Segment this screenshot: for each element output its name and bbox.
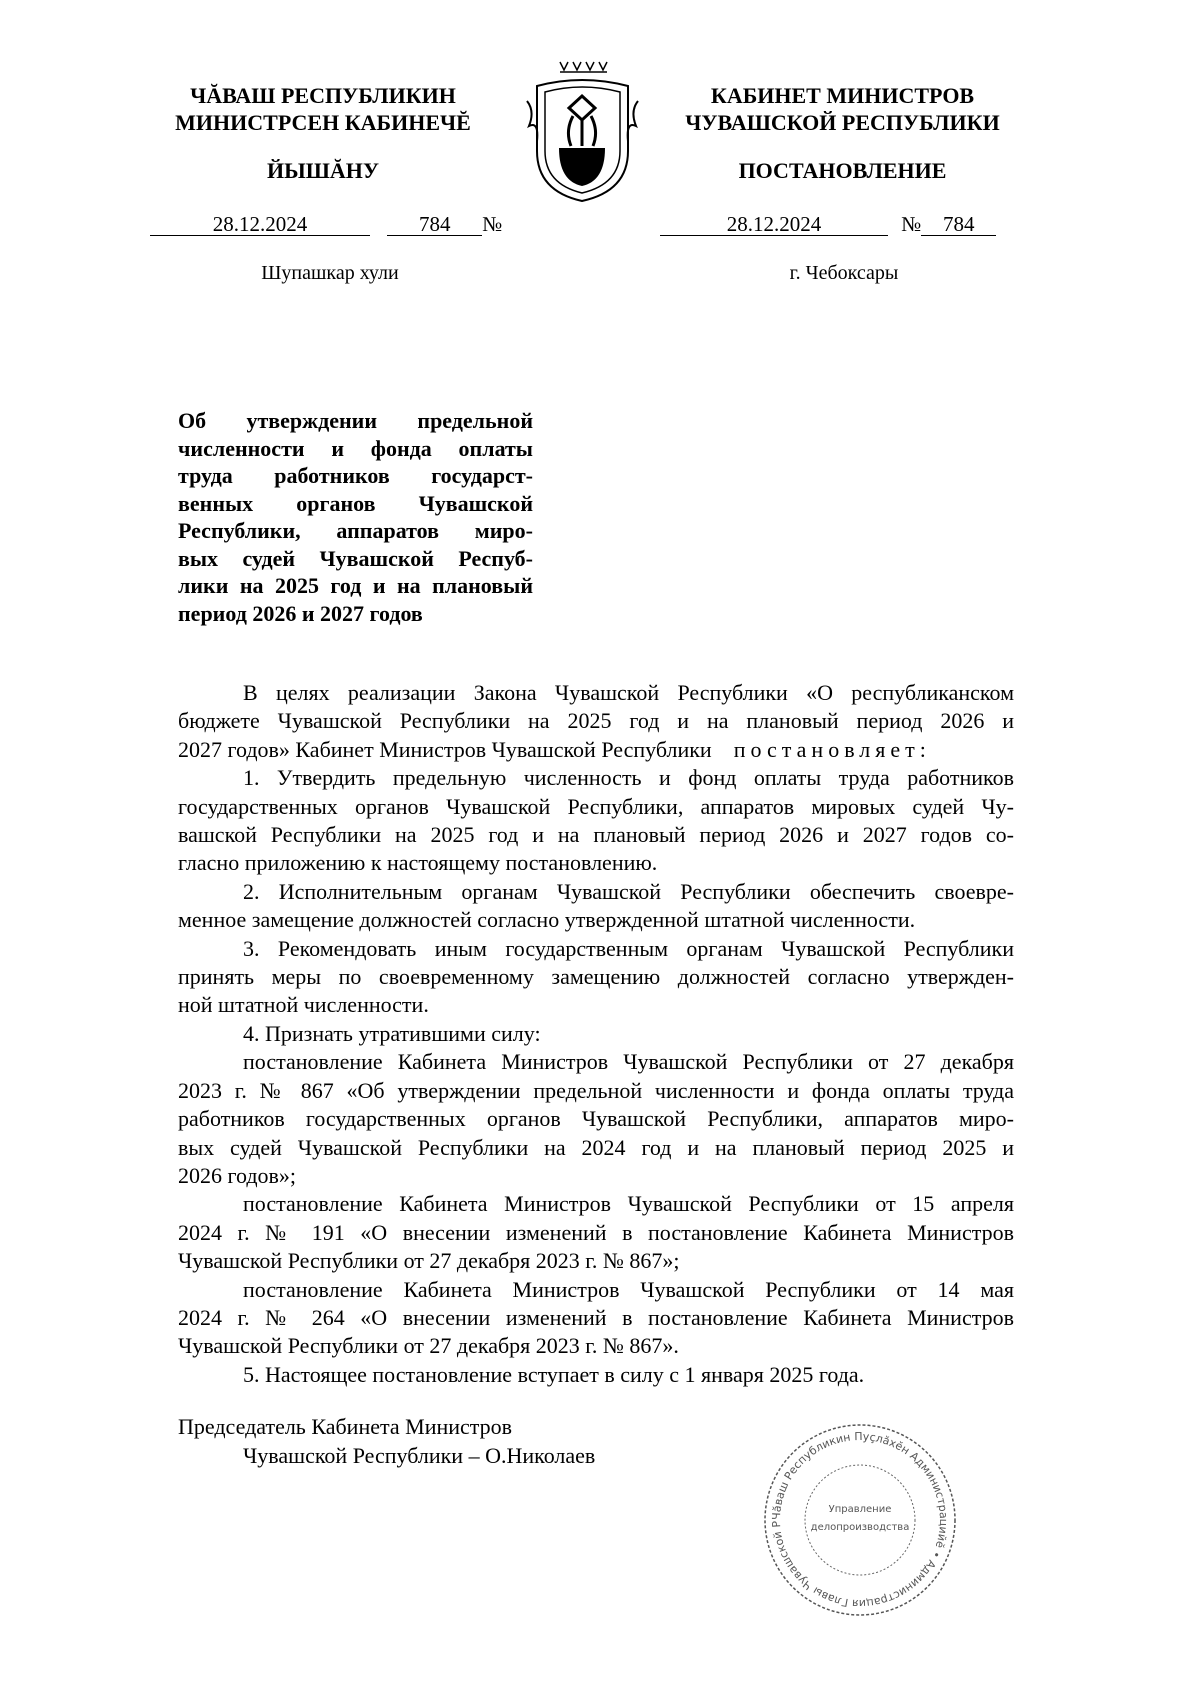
body-line [178, 906, 1014, 934]
body-line [178, 1048, 1014, 1076]
body-line-text: 1. Утвердить предельную численность и фонд оплаты труда работников [243, 765, 1014, 791]
body-line-text: постановление Кабинета Министров Чувашской Республики от 15 апреля [243, 1191, 1014, 1217]
coat-of-arms-icon [515, 56, 650, 206]
body-line [178, 878, 1014, 906]
body-line [178, 991, 1014, 1019]
body-line [178, 1219, 1014, 1247]
header-left-city: Шупашкар хули [261, 262, 399, 284]
body-line-text: 2. Исполнительным органам Чувашской Республики обеспечить своевре- [243, 878, 1014, 904]
body-line-text: 2023 г. № 867 «Об утверждении предельной численности и фонда оплаты труда [178, 1077, 1014, 1103]
body-line-text: вых судей Чувашской Республики на 2024 год и на плановый период 2025 и [178, 1134, 1014, 1160]
body-line [178, 849, 1014, 877]
header-left-line1: ЧĂВАШ РЕСПУБЛИКИН [190, 83, 456, 108]
seal-stamp-icon [760, 1420, 960, 1620]
body-line-text: постановление Кабинета Министров Чувашской Республики от 14 мая [243, 1276, 1014, 1302]
body-line-text: постановление Кабинета Министров Чувашской Республики от 27 декабря [243, 1049, 1014, 1075]
body-line [178, 1332, 1014, 1360]
body-line-text: Чувашской Республики от 27 декабря 2023 г. № 867»; [178, 1248, 680, 1274]
body-line-text: ной штатной численности. [178, 992, 429, 1018]
stamp-outer-text: Чăваш Республикин Пуçлăхĕн Администрацийĕ • Администрация Главы Чувашской Р [769, 1429, 951, 1611]
body-line [178, 764, 1014, 792]
body-line-text: Чувашской Республики от 27 декабря 2023 г. № 867». [178, 1333, 679, 1359]
header-right-date-number [660, 212, 996, 237]
title-line: лики на 2025 год и на плановый [178, 573, 533, 598]
header-right-doc-type: ПОСТАНОВЛЕНИЕ [738, 158, 947, 183]
body-line-text: 5. Настоящее постановление вступает в силу с 1 января 2025 года. [243, 1361, 865, 1387]
header-right-city: г. Чебоксары [789, 262, 899, 284]
body-line [178, 736, 1014, 764]
document-body [178, 679, 1014, 1389]
header-right-line2: ЧУВАШСКОЙ РЕСПУБЛИКИ [685, 110, 1000, 135]
body-line [178, 1077, 1014, 1105]
header-right-line1: КАБИНЕТ МИНИСТРОВ [710, 83, 975, 108]
header-right-number: 784 [921, 213, 996, 236]
body-line [178, 793, 1014, 821]
body-line [178, 1276, 1014, 1304]
title-line: численности и фонда оплаты [178, 435, 533, 461]
header-left-number: 784 [387, 213, 482, 236]
body-line [178, 1105, 1014, 1133]
body-line-text: менное замещение должностей согласно утвержденной штатной численности. [178, 907, 916, 933]
body-line-text: работников государственных органов Чувашской Республики, аппаратов миро- [178, 1106, 1014, 1132]
body-line-text: государственных органов Чувашской Республики, аппаратов мировых судей Чу- [178, 793, 1014, 819]
body-line [178, 821, 1014, 849]
body-line-text: 4. Признать утратившими силу: [243, 1020, 541, 1046]
body-line-text: 2024 г. № 264 «О внесении изменений в постановление Кабинета Министров [178, 1304, 1014, 1330]
body-line [178, 1020, 1014, 1048]
title-line: венных органов Чувашской [178, 490, 533, 516]
body-line [178, 1190, 1014, 1218]
body-line [178, 707, 1014, 735]
body-line [178, 679, 1014, 707]
decree-verb: постановляет: [733, 736, 931, 762]
body-line [178, 1134, 1014, 1162]
body-line [178, 935, 1014, 963]
body-line-text: 2024 г. № 191 «О внесении изменений в постановление Кабинета Министров [178, 1219, 1014, 1245]
title-line: период 2026 и 2027 годов [178, 600, 423, 626]
body-line-text: 2027 годов» Кабинет Министров Чувашской Республики [178, 736, 712, 762]
number-sign: № [901, 212, 922, 236]
body-line-text: вашской Республики на 2025 год и на плановый период 2026 и 2027 годов со- [178, 822, 1014, 848]
body-line-text: 3. Рекомендовать иным государственным органам Чувашской Республики [243, 935, 1014, 961]
header-left-line2: МИНИСТРСЕН КАБИНЕЧĔ [175, 110, 471, 135]
body-line-text: бюджете Чувашской Республики на 2025 год и на плановый период 2026 и [178, 708, 1014, 734]
body-line [178, 963, 1014, 991]
title-line: Об утверждении предельной [178, 408, 533, 433]
signature-line1: Председатель Кабинета Министров [178, 1414, 513, 1439]
body-line [178, 1361, 1014, 1389]
stamp-inner-line1: Управление [828, 1504, 892, 1515]
stamp-inner-line2: делопроизводства [810, 1522, 910, 1533]
body-line-text: В целях реализации Закона Чувашской Республики «О республиканском [243, 680, 1014, 705]
body-line [178, 1162, 1014, 1190]
header-left-doc-type: ЙЫШĂНУ [266, 158, 380, 183]
title-line: Республики, аппаратов миро- [178, 518, 533, 543]
body-line-text: принять меры по своевременному замещению должностей согласно утвержден- [178, 964, 1014, 990]
body-line-text: гласно приложению к настоящему постановлению. [178, 850, 658, 876]
title-line: труда работников государст- [178, 463, 533, 488]
body-line-text: 2026 годов»; [178, 1162, 297, 1188]
header-left-date-number [150, 212, 502, 237]
number-sign: № [482, 212, 503, 236]
body-line [178, 1304, 1014, 1332]
title-line: вых судей Чувашской Респуб- [178, 545, 533, 571]
document-title [178, 407, 533, 627]
header-right [660, 82, 1025, 184]
signature-line2: Чувашской Республики – О.Николаев [243, 1443, 596, 1468]
header-right-date: 28.12.2024 [660, 213, 888, 236]
header-left [138, 82, 508, 184]
body-line [178, 1247, 1014, 1275]
header-left-date: 28.12.2024 [150, 213, 370, 236]
